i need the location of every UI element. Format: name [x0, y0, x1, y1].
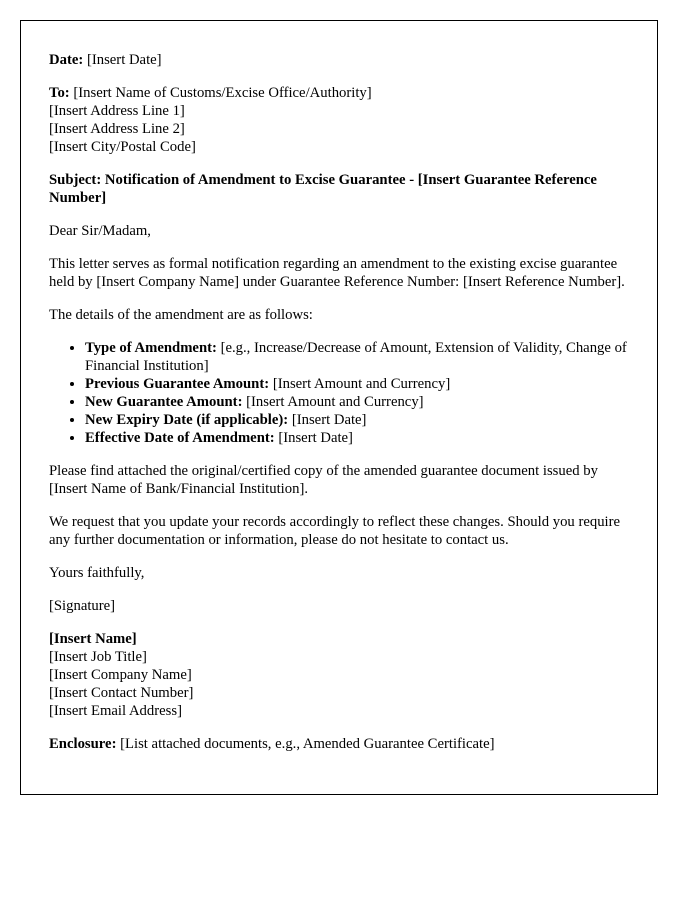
details-intro-paragraph: The details of the amendment are as follows:	[49, 307, 313, 323]
bullet-label: Previous Guarantee Amount:	[85, 376, 270, 392]
letter-document	[20, 20, 658, 795]
bullet-text: [Insert Amount and Currency]	[242, 394, 424, 410]
sender-job-title: [Insert Job Title]	[49, 649, 147, 665]
recipient-address-line-1: [Insert Address Line 1]	[49, 103, 185, 119]
subject-line: Subject: Notification of Amendment to Excise Guarantee - [Insert Guarantee Reference Number]	[49, 172, 597, 206]
amendment-details-list	[49, 339, 629, 447]
recipient-block	[49, 84, 629, 156]
bullet-label: New Expiry Date (if applicable):	[85, 412, 289, 428]
bullet-text: [Insert Amount and Currency]	[269, 376, 451, 392]
sender-email-address: [Insert Email Address]	[49, 703, 182, 719]
closing-line: Yours faithfully,	[49, 565, 145, 581]
recipient-line	[49, 84, 629, 102]
enclosure-text: [List attached documents, e.g., Amended Guarantee Certificate]	[116, 736, 495, 752]
signature-placeholder: [Signature]	[49, 598, 116, 614]
bullet-text: [e.g., Increase/Decrease of Amount, Extension of Validity, Change of Financial Institution]	[85, 340, 627, 374]
bullet-text: [Insert Date]	[288, 412, 367, 428]
list-item-effective-date	[85, 429, 629, 447]
enclosure-line	[49, 735, 629, 753]
bullet-label: Effective Date of Amendment:	[85, 430, 275, 446]
list-item-previous-amount	[85, 375, 629, 393]
recipient-label: To:	[49, 85, 70, 101]
bullet-text: [Insert Date]	[274, 430, 353, 446]
recipient-address-line-3: [Insert City/Postal Code]	[49, 139, 196, 155]
list-item-new-expiry-date	[85, 411, 629, 429]
bullet-label: Type of Amendment:	[85, 340, 217, 356]
sender-block	[49, 630, 629, 720]
date-value: [Insert Date]	[83, 52, 162, 68]
bullet-label: New Guarantee Amount:	[85, 394, 243, 410]
list-item-new-amount	[85, 393, 629, 411]
date-label: Date:	[49, 52, 84, 68]
recipient-name: [Insert Name of Customs/Excise Office/Authority]	[69, 85, 372, 101]
sender-company-name: [Insert Company Name]	[49, 667, 192, 683]
attachment-paragraph: Please find attached the original/certified copy of the amended guarantee document issued by [Insert Name of Bank/Financial Institution].	[49, 463, 598, 497]
sender-contact-number: [Insert Contact Number]	[49, 685, 194, 701]
request-paragraph: We request that you update your records accordingly to reflect these changes. Should you require any further documentation or information, please do not hesitate to contact us.	[49, 514, 621, 548]
date-line	[49, 51, 629, 69]
sender-name: [Insert Name]	[49, 631, 137, 647]
salutation: Dear Sir/Madam,	[49, 223, 151, 239]
intro-paragraph: This letter serves as formal notification regarding an amendment to the existing excise guarantee held by [Insert Company Name] under Guarantee Reference Number: [Insert Reference Number].	[49, 256, 625, 290]
enclosure-label: Enclosure:	[49, 736, 117, 752]
list-item-type-of-amendment	[85, 339, 629, 375]
recipient-address-line-2: [Insert Address Line 2]	[49, 121, 185, 137]
